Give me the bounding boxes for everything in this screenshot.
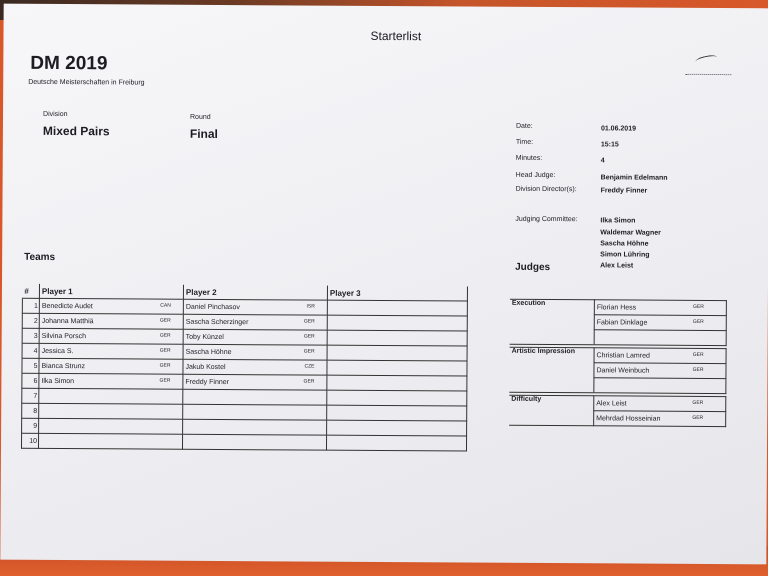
event-subtitle: Deutsche Meisterschaften in Freiburg (28, 78, 145, 87)
player2-name: Freddy Finner (185, 378, 229, 386)
judge-row (510, 299, 727, 315)
division-label: Division (43, 110, 68, 119)
player1-cell (39, 358, 183, 374)
col-player2-header: Player 2 (183, 285, 327, 300)
judge-name: Fabian Dinklage (596, 318, 648, 327)
minutes-value: 4 (600, 157, 605, 165)
player3-cell (327, 360, 467, 376)
judges-table (509, 299, 727, 427)
player3-cell (327, 390, 467, 406)
player2-name: Sascha Höhne (185, 348, 232, 356)
player3-cell (327, 345, 467, 361)
judge-category: Artistic Impression (509, 347, 594, 393)
committee-member: Ilka Simon (600, 217, 636, 225)
player2-name: Jakub Kostel (185, 363, 226, 371)
player3-cell (327, 375, 467, 391)
team-number (22, 373, 39, 388)
player1-name: Jessica S. (41, 347, 74, 355)
team-number (21, 433, 38, 448)
judge-cell (594, 348, 726, 364)
teams-heading: Teams (24, 251, 56, 263)
judge-cell (594, 378, 726, 394)
player2-cell (183, 374, 327, 390)
judges-heading: Judges (515, 261, 551, 274)
team-number (22, 403, 39, 418)
nationality-code: GER (303, 378, 315, 385)
event-title: DM 2019 (30, 52, 108, 75)
nationality-code: GER (692, 399, 704, 406)
time-label: Time: (515, 138, 534, 146)
nationality-code: GER (692, 414, 704, 421)
player2-name: Daniel Pinchasov (185, 303, 240, 311)
player1-name: Ilka Simon (41, 377, 75, 385)
nationality-code: GER (159, 362, 171, 369)
team-number-name: 6 (33, 377, 38, 385)
judge-row (509, 395, 726, 411)
judge-cell (594, 300, 726, 316)
judge-cell (594, 411, 726, 427)
committee-member: Alex Leist (600, 262, 634, 270)
player2-name: Sascha Scherzinger (185, 318, 249, 326)
committee-member: Sascha Höhne (600, 240, 649, 248)
player1-cell (39, 373, 183, 389)
col-number-header: # (22, 284, 39, 299)
player2-cell (183, 299, 327, 315)
nationality-code: GER (303, 333, 315, 340)
nationality-code: CZE (304, 363, 315, 370)
player2-name: Toby Künzel (185, 333, 224, 341)
judge-category: Difficulty (509, 395, 594, 426)
player1-name: Silvina Porsch (41, 332, 87, 340)
player1-name: Johanna Matthiä (41, 317, 94, 325)
player2-cell (183, 404, 327, 420)
nationality-code: CAN (160, 302, 171, 309)
team-number-name: 7 (33, 392, 38, 400)
team-number (22, 328, 39, 343)
player1-cell (39, 298, 183, 314)
judge-cell (594, 315, 726, 331)
team-number (22, 298, 39, 313)
judge-cell (594, 330, 726, 346)
nationality-code: GER (303, 348, 315, 355)
player1-cell (39, 418, 183, 434)
player3-cell (327, 330, 467, 346)
nationality-code: GER (692, 318, 704, 325)
player1-cell (38, 433, 182, 449)
team-row (21, 433, 466, 451)
col-player1-header: Player 1 (39, 284, 183, 299)
time-value: 15:15 (600, 141, 619, 149)
player3-cell (326, 435, 466, 451)
col-player3-header: Player 3 (327, 286, 467, 301)
teams-table (21, 284, 468, 452)
nationality-code: GER (159, 377, 171, 384)
player2-cell (182, 434, 326, 450)
team-number (22, 388, 39, 403)
player3-cell (327, 300, 467, 316)
team-number (22, 358, 39, 373)
team-number-name: 4 (33, 347, 38, 355)
nationality-code: GER (159, 317, 171, 324)
committee-member: Simon Lühring (600, 251, 650, 259)
minutes-label: Minutes: (515, 154, 543, 162)
team-number (22, 418, 39, 433)
team-number-name: 2 (33, 317, 38, 325)
nationality-code: GER (303, 318, 315, 325)
nationality-code: ISR (306, 303, 315, 310)
judges-panel (509, 299, 727, 427)
judge-name: Mehrdad Hosseinian (596, 414, 661, 423)
organizer-logo-icon (685, 54, 731, 84)
date-value: 01.06.2019 (600, 125, 637, 133)
nationality-code: GER (159, 332, 171, 339)
nationality-code: GER (692, 366, 704, 373)
team-number-name: 5 (33, 362, 38, 370)
player3-cell (327, 405, 467, 421)
player1-name: Bianca Strunz (41, 362, 86, 370)
division-director-value: Freddy Finner (600, 187, 648, 195)
round-value: Final (189, 126, 218, 141)
player1-cell (39, 313, 183, 329)
player2-cell (183, 389, 327, 405)
judging-committee-label: Judging Committee: (515, 215, 578, 224)
team-number (22, 313, 39, 328)
judge-name: Christian Lamred (596, 351, 650, 360)
division-director-label: Division Director(s): (515, 185, 577, 194)
player1-cell (39, 343, 183, 359)
judge-category: Execution (510, 299, 595, 345)
player1-cell (39, 328, 183, 344)
team-number-name: 10 (29, 437, 38, 445)
head-judge-value: Benjamin Edelmann (600, 174, 668, 182)
player3-cell (327, 315, 467, 331)
judge-name: Florian Hess (596, 303, 637, 312)
round-label: Round (189, 113, 211, 121)
committee-member: Waldemar Wagner (600, 229, 661, 237)
nationality-code: GER (693, 303, 704, 310)
player1-name: Benedicte Audet (41, 302, 93, 310)
judge-cell (594, 363, 726, 379)
player1-cell (39, 388, 183, 404)
judge-cell (594, 396, 726, 412)
starterlist-sheet (0, 4, 768, 565)
judge-name: Daniel Weinbuch (596, 366, 650, 375)
player2-cell (183, 314, 327, 330)
sheet-title: Starterlist (370, 28, 422, 44)
player2-cell (183, 344, 327, 360)
team-number-name: 9 (33, 422, 38, 430)
judge-name: Alex Leist (596, 399, 627, 407)
team-number-name: 8 (33, 407, 38, 415)
player2-cell (183, 329, 327, 345)
team-number-name: 1 (33, 302, 38, 310)
date-label: Date: (515, 122, 533, 130)
player2-cell (183, 359, 327, 375)
nationality-code: GER (159, 347, 171, 354)
player1-cell (39, 403, 183, 419)
player3-cell (327, 420, 467, 436)
judge-row (510, 347, 727, 363)
nationality-code: GER (692, 351, 704, 358)
team-number (22, 343, 39, 358)
division-value: Mixed Pairs (42, 123, 110, 139)
head-judge-label: Head Judge: (515, 171, 556, 180)
team-number-name: 3 (33, 332, 38, 340)
player2-cell (183, 419, 327, 435)
